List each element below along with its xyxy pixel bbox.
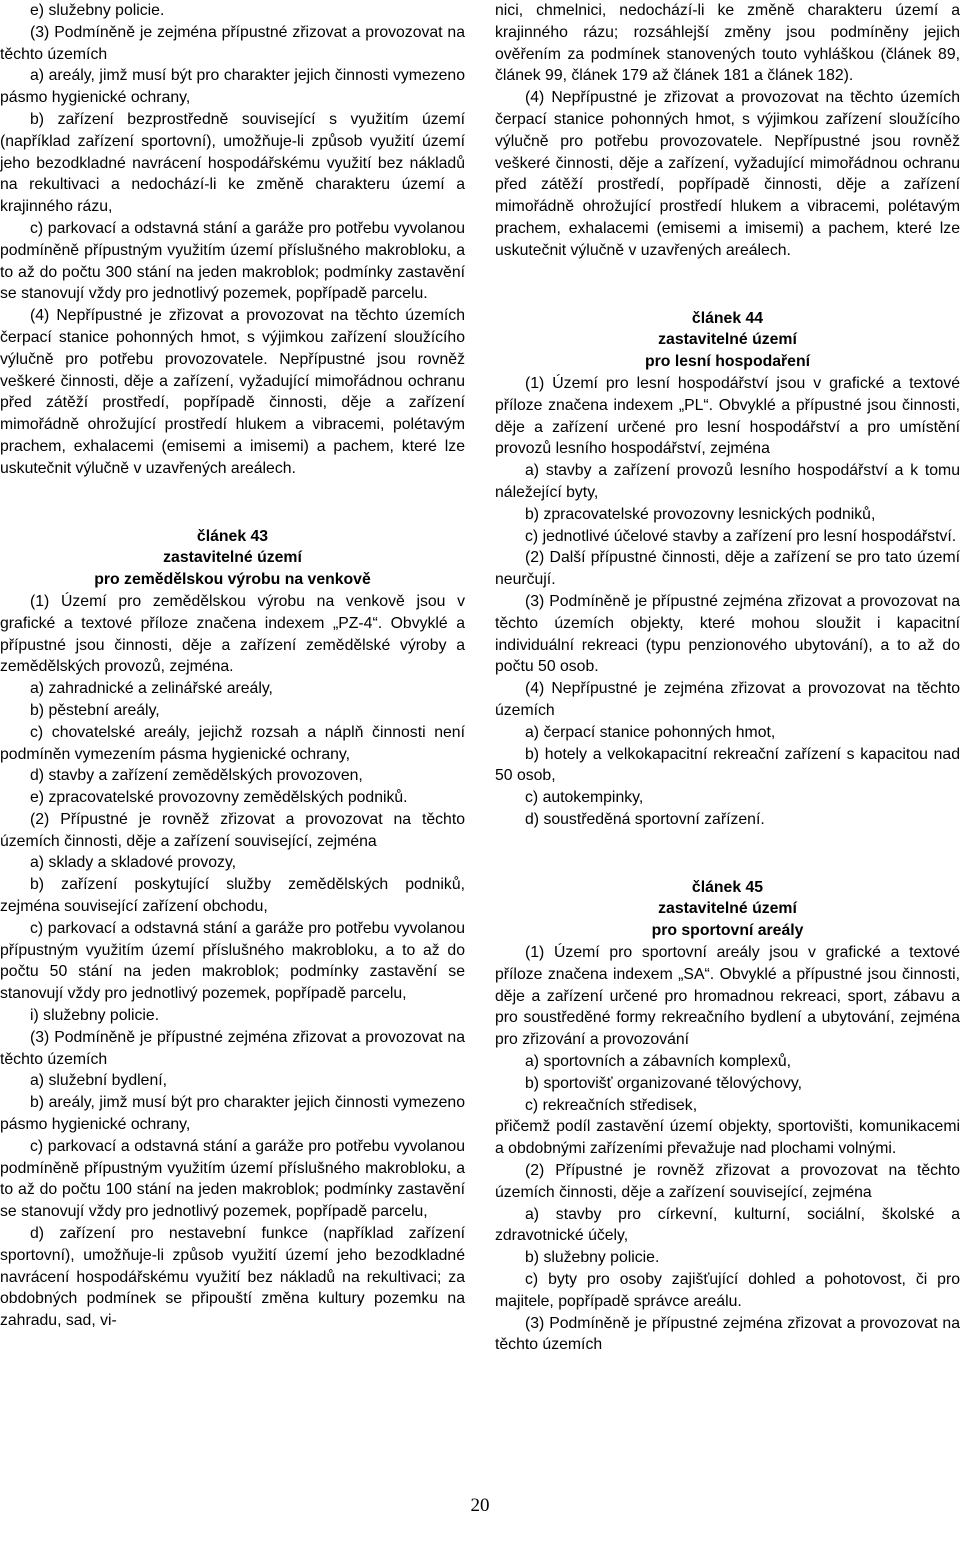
list-item: a) zahradnické a zelinářské areály, [30,680,273,698]
paragraph: (2) Přípustné je rovněž zřizovat a provozovat na těchto územích činnosti, děje a zařízení související, zejména [495,1162,960,1201]
paragraph: (3) Podmíněně je zejména přípustné zřizovat a provozovat na těchto územích [0,23,465,63]
list-item: a) stavby pro církevní, kulturní, sociální, školské a zdravotnické účely, [495,1205,960,1245]
paragraph: (3) Podmíněně je přípustné zejména zřizovat a provozovat na těchto územích [0,1028,465,1068]
list-item: d) zařízení pro nestavební funkce (například zařízení sportovní), umožňuje-li způsob využití území jeho bezodkladné navrácení hospodářskému využití bez nákladů na rekultivaci; za obdobných podmínek se připouští změna kultury pozemku na zahradu, sad, vi- [0,1225,465,1330]
list-item: a) stavby a zařízení provozů lesního hospodářství a k tomu náležející byty, [495,462,960,501]
list-item: a) sklady a skladové provozy, [30,854,237,872]
paragraph: (4) Nepřípustné je zřizovat a provozovat na těchto územích čerpací stanice pohonných hmot, s výjimkou zařízení sloužícího výlučně pro potřebu provozovatele. Nepřípustné jsou rovněž veškeré činnosti, děje a zařízení, vyžadující mimořádnou ochranu před zátěží prostředí, popřípadě činnosti, děje a zařízení mimořádně ohrožující prostředí hlukem a vibracemi, polétavým prachem, exhalacemi (emisemi a imisemi) a pachem, které lze uskutečnit výlučně v uzavřených areálech. [495,89,960,259]
list-item: a) sportovních a zábavních komplexů, [525,1053,792,1071]
article-subtitle: zastavitelné území [658,900,797,918]
article-subtitle: zastavitelné území [163,549,302,567]
list-item: b) zpracovatelské provozovny lesnických podniků, [525,505,876,523]
list-item: b) pěstební areály, [30,701,160,719]
list-item: i) služebny policie. [30,1007,160,1025]
article-number: článek 44 [691,309,764,327]
list-item: c) jednotlivé účelové stavby a zařízení pro lesní hospodářství. [525,527,957,545]
list-item: c) parkovací a odstavná stání a garáže pro potřebu vyvolanou přípustným využitím území příslušného makrobloku, a to až do počtu 50 stání na jeden makroblok; podmínky zastavění se stanovují vždy pro jednotlivý pozemek, popřípadě parcelu, [0,919,465,1003]
list-item: c) chovatelské areály, jejichž rozsah a náplň činnosti není podmíněn vymezením pásma hygienické ochrany, [0,723,465,763]
article-subtitle: zastavitelné území [658,331,797,349]
paragraph: (2) Přípustné je rovněž zřizovat a provozovat na těchto územích činnosti, děje a zařízení související, zejména [0,810,465,850]
list-item: b) hotely a velkokapacitní rekreační zařízení s kapacitou nad 50 osob, [495,745,960,785]
list-item: c) rekreačních středisek, [525,1096,698,1114]
paragraph: (1) Území pro sportovní areály jsou v grafické a textové příloze značena indexem „SA“. Obvyklé a přípustné jsou činnosti, děje a zařízení určené pro hromadnou rekreaci, sport, zábavu a pro soustředěné formy rekreačního bydlení a ubytování, zejména pro zřizování a provozování [495,944,960,1049]
list-item: a) služební bydlení, [30,1072,168,1090]
list-item: a) čerpací stanice pohonných hmot, [525,723,776,741]
paragraph: nici, chmelnici, nedochází-li ke změně charakteru území a krajinného rázu; rozsáhlejší změny jsou podmíněny jejich ověřením za podmínek stanovených touto vyhláškou (článek 89, článek 99, článek 179 až článek 181 a článek 182). [495,2,960,85]
list-item: b) zařízení poskytující služby zemědělských podniků, zejména související zařízení obchodu, [0,876,465,916]
list-item: d) soustředěná sportovní zařízení. [525,810,765,828]
list-item: d) stavby a zařízení zemědělských provozoven, [30,767,363,785]
right-column [495,0,960,1356]
left-column [0,0,465,1332]
article-title: pro zemědělskou výrobu na venkově [94,571,371,589]
page-number: 20 [470,1495,490,1516]
paragraph: (1) Území pro zemědělskou výrobu na venkově jsou v grafické a textové příloze značena indexem „PZ-4“. Obvyklé a přípustné jsou činnosti, děje a zařízení zemědělské výroby a zemědělských provozů, zejména. [0,592,465,676]
list-item: c) parkovací a odstavná stání a garáže pro potřebu vyvolanou podmíněně přípustným využitím území příslušného makrobloku, a to až do počtu 100 stání na jeden makroblok; podmínky zastavění se stanovují vždy pro jednotlivý pozemek, popřípadě parcelu, [0,1137,465,1221]
paragraph: (4) Nepřípustné je zřizovat a provozovat na těchto územích čerpací stanice pohonných hmot, s výjimkou zařízení sloužícího výlučně pro potřebu provozovatele. Nepřípustné jsou rovněž veškeré činnosti, děje a zařízení, vyžadující mimořádnou ochranu před zátěží prostředí, popřípadě činnosti, děje a zařízení mimořádně ohrožující prostředí hlukem a vibracemi, polétavým prachem, exhalacemi (emisemi a imisemi) a pachem, které lze uskutečnit výlučně v uzavřených areálech. [0,307,465,477]
list-item: e) zpracovatelské provozovny zemědělských podniků. [30,789,408,807]
list-item: a) areály, jimž musí být pro charakter jejich činnosti vymezeno pásmo hygienické ochrany, [0,67,465,107]
list-item: c) parkovací a odstavná stání a garáže pro potřebu vyvolanou podmíněně přípustným využitím území příslušného makrobloku, a to až do počtu 300 stání na jeden makroblok; podmínky zastavění se stanovují vždy pro jednotlivý pozemek, popřípadě parcelu. [0,219,465,303]
list-item: b) služebny policie. [525,1249,660,1267]
paragraph: přičemž podíl zastavění území objekty, sportovišti, komunikacemi a obdobnými zařízeními převažuje nad plochami volnými. [495,1118,960,1158]
list-item: c) byty pro osoby zajišťující dohled a pohotovost, či pro majitele, popřípadě správce areálu. [495,1271,960,1310]
list-item: b) areály, jimž musí být pro charakter jejich činnosti vymezeno pásmo hygienické ochrany, [0,1094,465,1134]
article-title: pro lesní hospodaření [644,353,810,371]
article-title: pro sportovní areály [651,922,804,940]
paragraph: e) služebny policie. [30,2,165,19]
paragraph: (3) Podmíněně je přípustné zejména zřizovat a provozovat na těchto územích objekty, které mohou sloužit i kapacitní individuální rekreaci (typu penzionového ubytování), a to až do počtu 50 osob. [495,592,960,676]
paragraph: (1) Území pro lesní hospodářství jsou v grafické a textové příloze značena indexem „PL“. Obvyklé a přípustné jsou činnosti, děje a zařízení určené pro lesní hospodářství a pro umístění provozů lesního hospodářství, zejména [495,374,960,458]
list-item: b) sportovišť organizované tělovýchovy, [525,1074,802,1092]
paragraph: (3) Podmíněně je přípustné zejména zřizovat a provozovat na těchto územích [495,1314,960,1354]
article-number: článek 43 [196,527,269,545]
list-item: b) zařízení bezprostředně související s využitím území (například zařízení sportovní), umožňuje-li způsob využití území jeho bezodkladné navrácení hospodářskému využití bez nákladů na rekultivaci a nedochází-li ke změně charakteru území a krajinného rázu, [0,110,465,216]
list-item: c) autokempinky, [525,789,644,807]
article-number: článek 45 [691,878,764,896]
paragraph: (2) Další přípustné činnosti, děje a zařízení se pro tato území neurčují. [495,549,960,589]
paragraph: (4) Nepřípustné je zejména zřizovat a provozovat na těchto územích [495,680,960,719]
